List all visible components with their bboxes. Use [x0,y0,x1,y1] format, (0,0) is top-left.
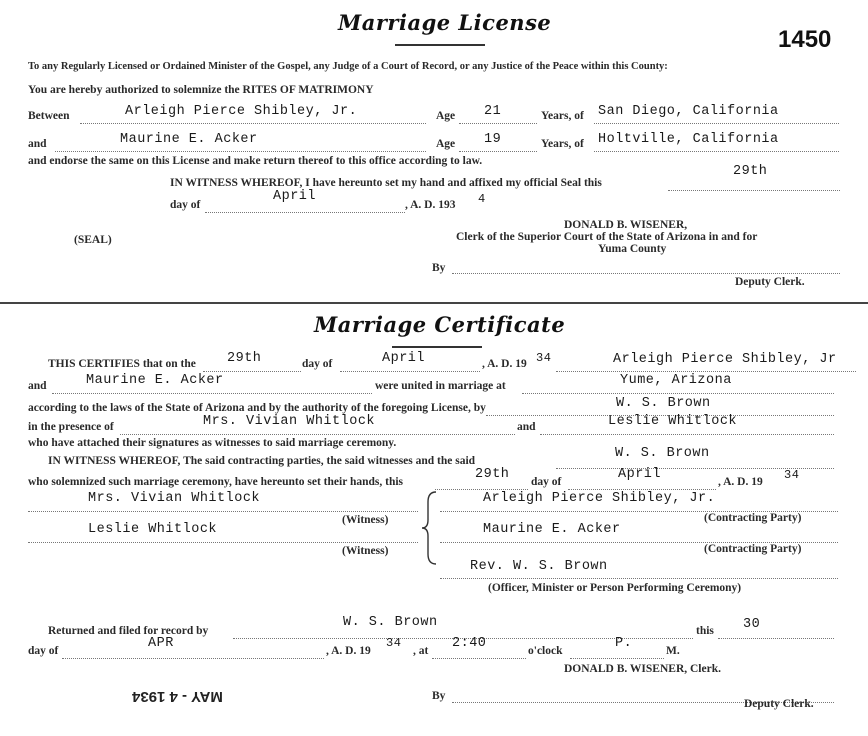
this-label: this [696,625,714,637]
and-label: and [28,138,47,150]
license-month: April [273,189,317,204]
years-of-label: Years, of [541,110,584,122]
fill-line [52,393,372,394]
county: Yuma County [598,243,667,255]
cert-party2: Maurine E. Acker [86,373,224,388]
seal: (SEAL) [74,234,112,246]
returned-by: W. S. Brown [343,615,438,630]
age-label: Age [436,110,456,122]
m-label: M. [666,645,680,657]
fill-line [435,489,528,490]
cert-party1: Arleigh Pierce Shibley, Jr [613,352,837,367]
day-of-label: day of [28,645,59,657]
cert-day: 29th [227,351,262,366]
fill-line [718,638,834,639]
party1-name: Arleigh Pierce Shibley, Jr. [125,104,358,119]
at-label: , at [413,645,429,657]
fill-line [540,434,834,435]
fill-line [203,371,301,372]
fill-line [205,212,405,213]
returned-time: 2:40 [452,636,487,651]
received-stamp: MAY - 4 1934 [132,688,223,705]
oclock-label: o'clock [528,645,563,657]
returned-label: Returned and filed for record by [48,625,209,637]
fill-line [594,151,839,152]
cert-officiant2: W. S. Brown [615,446,710,461]
witness-text: IN WITNESS WHEREOF, I have hereunto set my hand and affixed my official Seal this [170,177,602,189]
day-of-label: day of [170,199,201,211]
sig-witness1: Mrs. Vivian Whitlock [88,491,261,506]
cert-witness2: Leslie Whitlock [608,414,738,429]
cert-month: April [382,351,426,366]
and-label: and [517,421,536,433]
returned-day: 30 [743,617,761,632]
ad-label: , A. D. 19 [482,358,527,370]
attached-label: who have attached their signatures as witnesses to said marriage ceremony. [28,437,397,449]
age-label: Age [436,138,456,150]
fill-line [556,371,856,372]
united-label: were united in marriage at [375,380,506,392]
party-caption: (Contracting Party) [704,512,802,524]
license-intro: To any Regularly Licensed or Ordained Minister of the Gospel, any Judge of a Court of Record, or any Justice of the Peace within this County: [28,61,668,72]
cert-officiant: W. S. Brown [616,396,711,411]
deputy-label: Deputy Clerk. [744,698,814,710]
section-divider [0,302,868,304]
ad-label: , A. D. 19 [326,645,371,657]
sig-witness2: Leslie Whitlock [88,522,218,537]
fill-line [568,489,716,490]
fill-line [668,190,840,191]
by-label: By [432,262,446,274]
license-year: 4 [478,192,486,206]
sig-officiant: Rev. W. S. Brown [470,559,608,574]
witness-caption: (Witness) [342,545,389,557]
by-label: By [432,690,446,702]
years-of-label: Years, of [541,138,584,150]
fill-line [55,151,426,152]
party2-age: 19 [484,132,502,147]
fill-line [594,123,839,124]
fill-line [80,123,426,124]
deputy-label: Deputy Clerk. [735,276,805,288]
between-label: Between [28,110,70,122]
party-caption: (Contracting Party) [704,543,802,555]
witness-whereof-label: IN WITNESS WHEREOF, The said contracting parties, the said witnesses and the said [48,455,476,467]
returned-year: 34 [386,636,402,650]
fill-line [340,371,480,372]
license-title: Marriage License [338,10,552,35]
license-day: 29th [733,164,768,179]
and-label: and [28,380,47,392]
fill-line [452,273,840,274]
cert-witness1: Mrs. Vivian Whitlock [203,414,376,429]
day-of-label: day of [531,476,562,488]
certifies-label: THIS CERTIFIES that on the [48,358,196,370]
returned-ampm: P. [615,636,633,651]
cert-month2: April [618,467,662,482]
ad-label: , A. D. 19 [718,476,763,488]
sig-party1: Arleigh Pierce Shibley, Jr. [483,491,716,506]
cert-year2: 34 [784,468,800,482]
title-underline [395,44,485,46]
endorse-text: and endorse the same on this License and make return thereof to this office according to law. [28,155,483,167]
clerk-title: Clerk of the Superior Court of the State of Arizona in and for [456,231,758,243]
certificate-title: Marriage Certificate [314,312,566,337]
officer-caption: (Officer, Minister or Person Performing Ceremony) [488,582,742,594]
fill-line [570,658,664,659]
party2-name: Maurine E. Acker [120,132,258,147]
according-label: according to the laws of the State of Arizona and by the authority of the foregoing License, by [28,402,486,414]
cert-day2: 29th [475,467,510,482]
brace-icon [420,490,440,566]
sig-party2: Maurine E. Acker [483,522,621,537]
cert-year: 34 [536,351,552,365]
presence-label: in the presence of [28,421,114,433]
returned-month: APR [148,636,174,651]
party2-city: Holtville, California [598,132,779,147]
signature-line [28,542,418,543]
solemnized-label: who solemnized such marriage ceremony, have hereunto set their hands, this [28,476,404,488]
fill-line [432,658,526,659]
day-of-label: day of [302,358,333,370]
title-underline [392,346,482,348]
signature-line [28,511,418,512]
fill-line [459,151,537,152]
fill-line [459,123,537,124]
clerk-name: DONALD B. WISENER, [564,219,688,231]
party1-age: 21 [484,104,502,119]
ad-label: , A. D. 193 [405,199,456,211]
cert-place: Yume, Arizona [620,373,732,388]
signature-line [440,578,838,579]
fill-line [120,434,515,435]
fill-line [62,658,324,659]
party1-city: San Diego, California [598,104,779,119]
license-number: 1450 [778,26,832,53]
authorized-text: You are hereby authorized to solemnize the RITES OF MATRIMONY [28,84,374,96]
fill-line [522,393,834,394]
clerk2: DONALD B. WISENER, Clerk. [564,663,721,675]
witness-caption: (Witness) [342,514,389,526]
